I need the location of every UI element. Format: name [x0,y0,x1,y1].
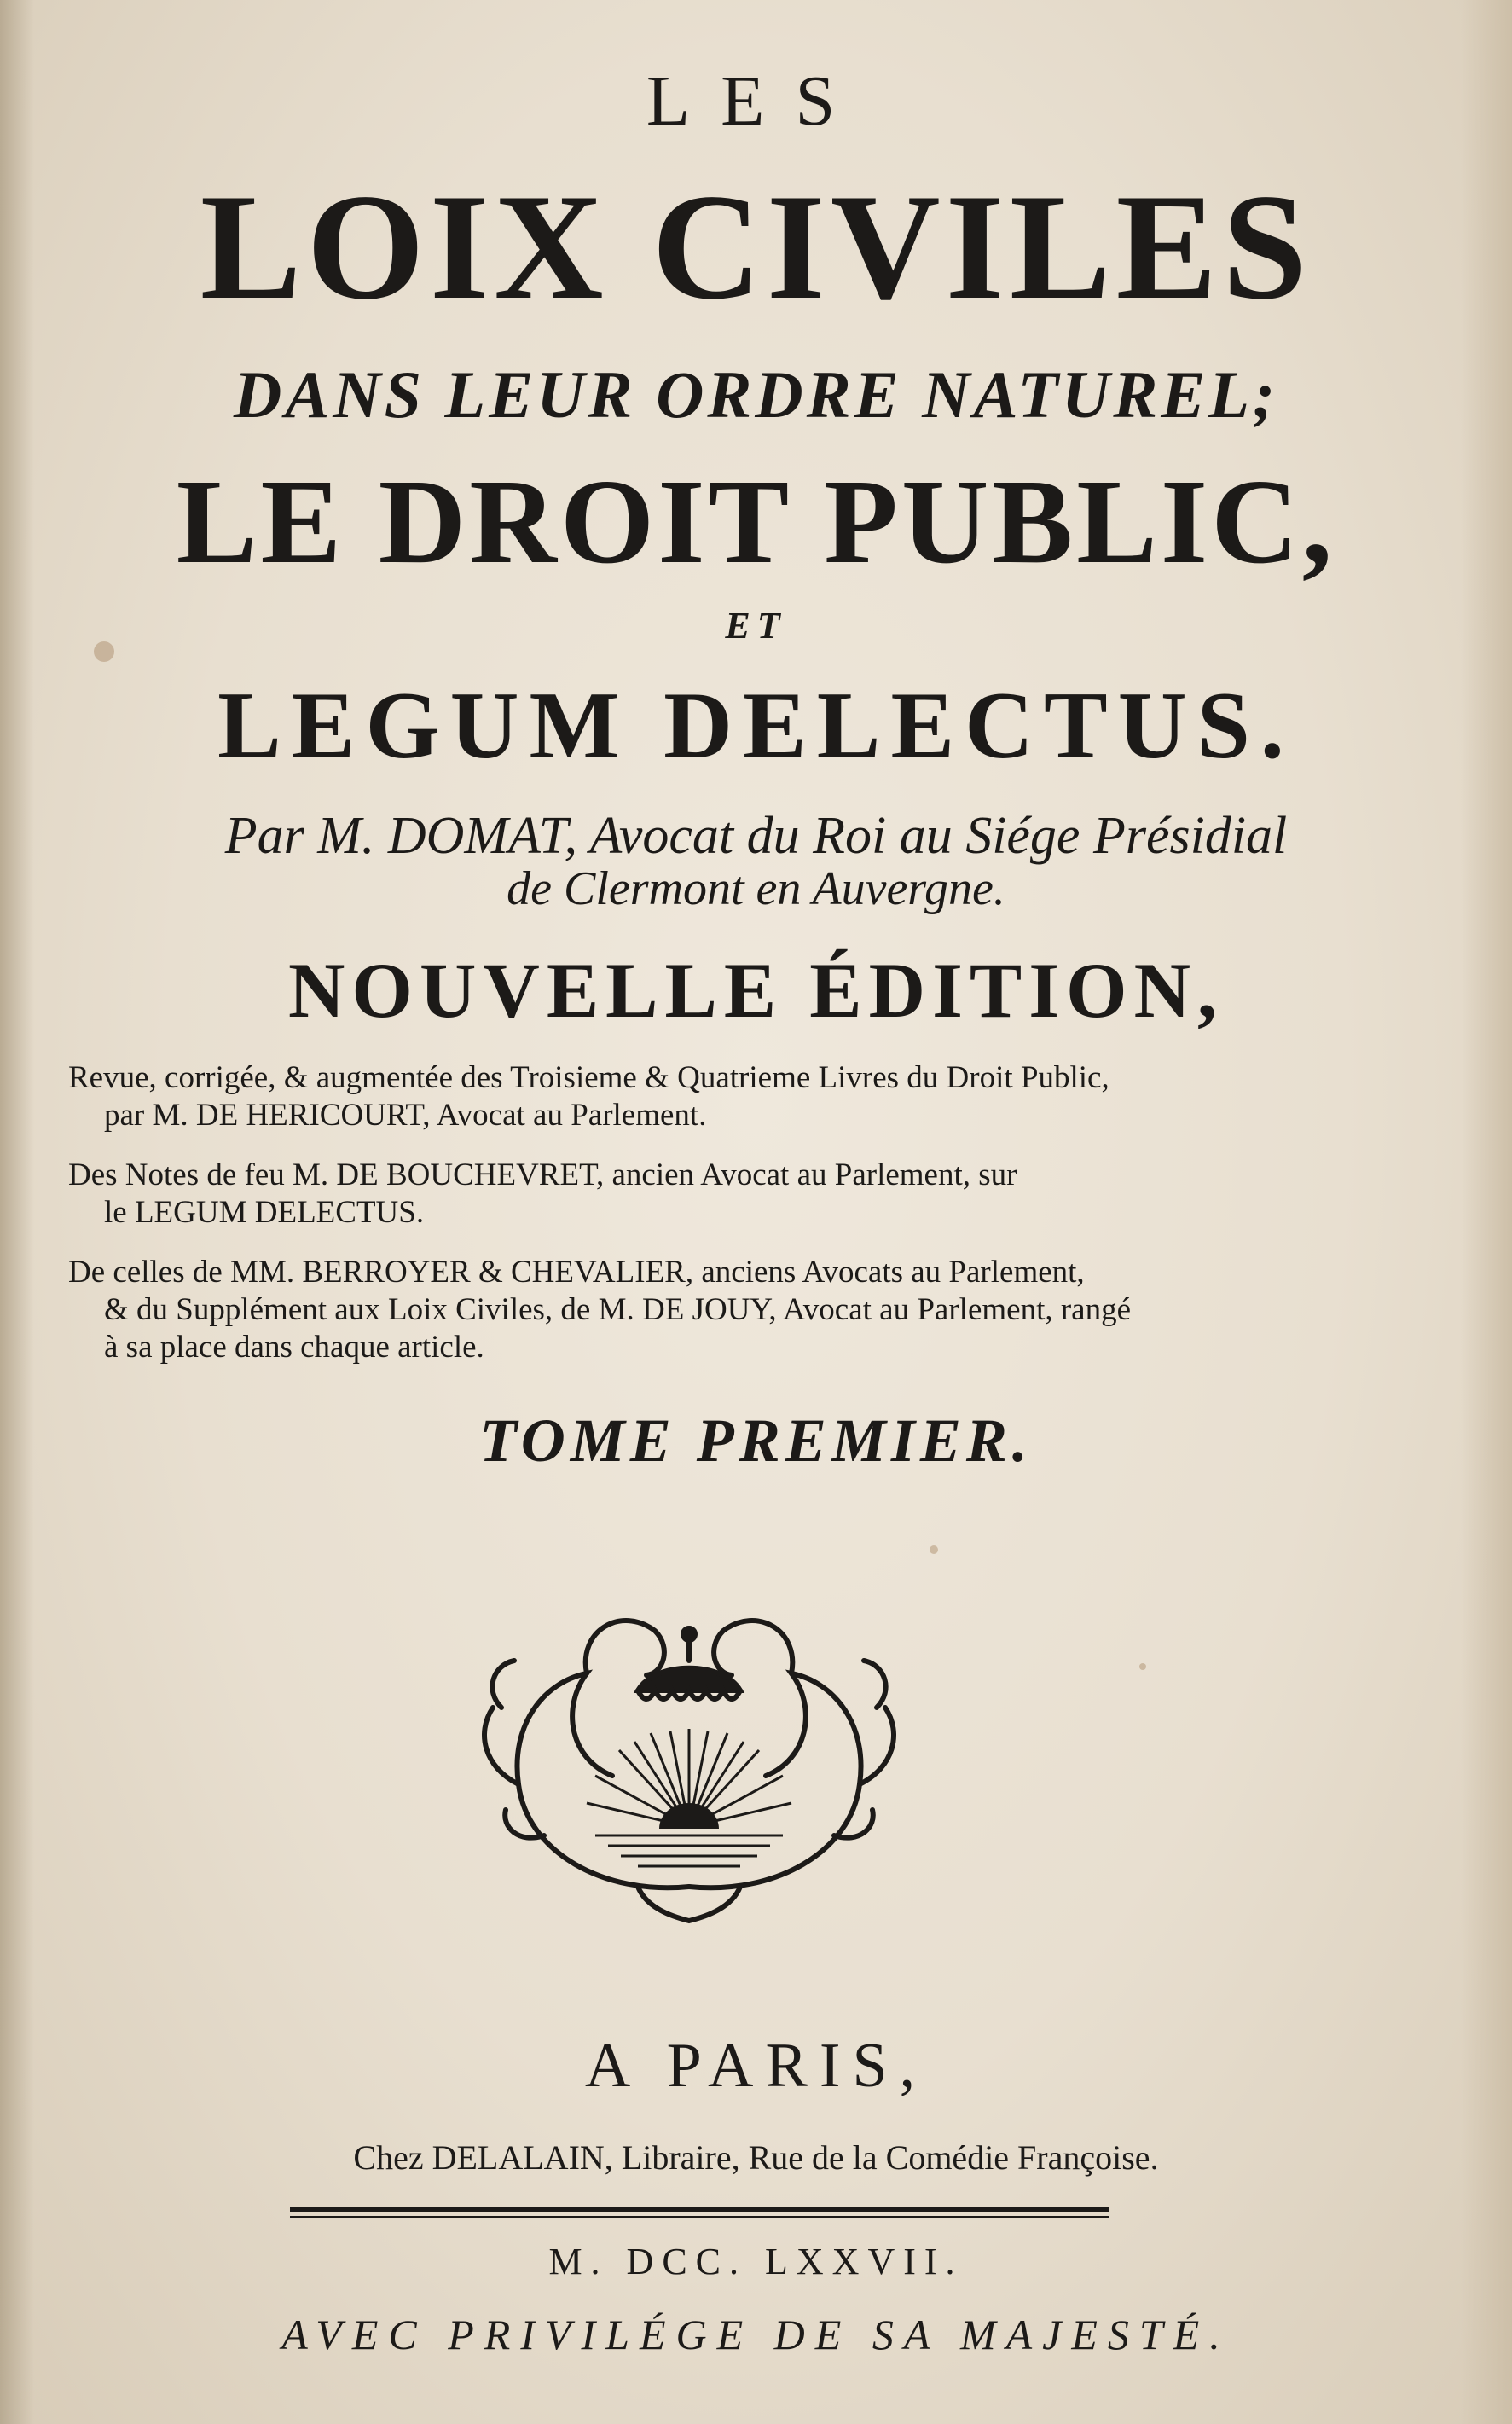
foxing-spot [930,1545,938,1554]
celles-line-3: à sa place dans chaque article. [104,1330,484,1365]
imprint-publisher: Chez DELALAIN, Libraire, Rue de la Comédie Françoise. [353,2138,1159,2177]
notes-line-2: le LEGUM DELECTUS. [104,1195,425,1230]
celles-line-1: De celles de MM. BERROYER & CHEVALIER, anciens Avocats au Parlement, [68,1255,1085,1290]
fleuron-sun-ornament-icon [467,1580,911,1938]
volume-label: TOME PREMIER. [479,1406,1033,1475]
notes-line-1: Des Notes de feu M. DE BOUCHEVRET, ancien Avocat au Parlement, sur [68,1157,1017,1192]
title-droit-public: LE DROIT PUBLIC, [176,454,1336,589]
privilege-line: AVEC PRIVILÉGE DE SA MAJESTÉ. [281,2311,1231,2358]
imprint-place: A PARIS, [584,2031,928,2101]
imprint-rule [290,2207,1109,2212]
edition-heading: NOUVELLE ÉDITION, [287,947,1225,1034]
edition-note-revue [68,1059,1364,1134]
title-main: LOIX CIVILES [200,162,1312,331]
imprint-date: M. DCC. LXXVII. [548,2241,964,2282]
revue-line-1: Revue, corrigée, & augmentée des Troisieme & Quatrieme Livres du Droit Public, [68,1060,1109,1095]
title-et: ET [725,605,787,647]
foxing-spot [1139,1663,1146,1670]
author-location: de Clermont en Auvergne. [507,862,1005,915]
edition-note-celles [68,1254,1364,1366]
title-les: LES [646,61,866,141]
imprint-rule-thin [290,2216,1109,2218]
celles-line-2: & du Supplément aux Loix Civiles, de M. DE JOUY, Avocat au Parlement, rangé [104,1292,1132,1327]
title-legum-delectus: LEGUM DELECTUS. [217,673,1295,779]
title-subtitle: DANS LEUR ORDRE NATUREL; [233,357,1279,432]
edition-note-notes [68,1157,1364,1232]
author-line: Par M. DOMAT, Avocat du Roi au Siége Présidial [224,807,1288,865]
revue-line-2: par M. DE HERICOURT, Avocat au Parlement. [104,1098,707,1133]
